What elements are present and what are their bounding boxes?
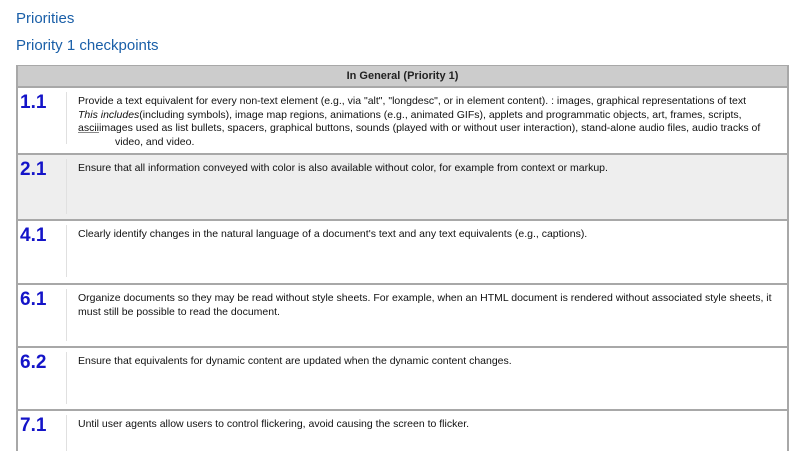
checkpoint-number: 2.1 bbox=[20, 159, 47, 180]
column-divider bbox=[66, 92, 67, 144]
checkpoint-text bbox=[78, 95, 777, 149]
table-row-1-1 bbox=[18, 88, 787, 155]
text-span: images used as list bullets, spacers, graphical buttons, sounds (played with or without user interaction), stand-alone audio files, audio tracks of bbox=[99, 122, 761, 134]
checkpoint-text-line: Provide a text equivalent for every non-text element (e.g., via "alt", "longdesc", or in element content). : images, graphical representations of text bbox=[78, 95, 747, 107]
column-divider bbox=[66, 225, 67, 277]
table-row-6-2 bbox=[18, 348, 787, 411]
italic-text: This includes bbox=[78, 108, 140, 121]
checkpoint-number: 1.1 bbox=[20, 92, 47, 113]
priority-1-checkpoints-heading: Priority 1 checkpoints bbox=[16, 37, 159, 54]
checkpoint-text-line: video, and video. bbox=[115, 135, 195, 148]
checkpoint-text: Organize documents so they may be read without style sheets. For example, when an HTML document is rendered without associated style sheets, it must still be possible to read the document. bbox=[78, 292, 772, 318]
checkpoint-text: Ensure that all information conveyed with color is also available without color, for example from context or markup. bbox=[78, 162, 608, 174]
checkpoint-text: Ensure that equivalents for dynamic content are updated when the dynamic content changes. bbox=[78, 355, 512, 367]
checkpoint-number: 7.1 bbox=[20, 415, 47, 436]
table-row-7-1 bbox=[18, 411, 787, 451]
checkpoint-text-line bbox=[78, 122, 777, 136]
table-row-2-1 bbox=[18, 155, 787, 221]
checkpoint-number: 6.1 bbox=[20, 289, 47, 310]
column-divider bbox=[66, 289, 67, 341]
table-header: In General (Priority 1) bbox=[18, 66, 787, 88]
checkpoint-number: 4.1 bbox=[20, 225, 47, 246]
column-divider bbox=[66, 352, 67, 404]
text-span: (including symbols), image map regions, animations (e.g., animated GIFs), applets and programmatic objects, art, frames, scripts, bbox=[139, 108, 742, 121]
priorities-heading: Priorities bbox=[16, 10, 75, 27]
table-row-6-1 bbox=[18, 285, 787, 348]
table-row-4-1 bbox=[18, 221, 787, 285]
checkpoints-table bbox=[16, 65, 789, 451]
checkpoint-text: Until user agents allow users to control flickering, avoid causing the screen to flicker. bbox=[78, 418, 470, 430]
column-divider bbox=[66, 415, 67, 451]
underlined-text: ascii bbox=[78, 122, 100, 134]
checkpoint-number: 6.2 bbox=[20, 352, 47, 373]
checkpoint-text: Clearly identify changes in the natural language of a document's text and any text equivalents (e.g., captions). bbox=[78, 228, 588, 240]
column-divider bbox=[66, 159, 67, 214]
checkpoint-text-line bbox=[78, 109, 777, 123]
